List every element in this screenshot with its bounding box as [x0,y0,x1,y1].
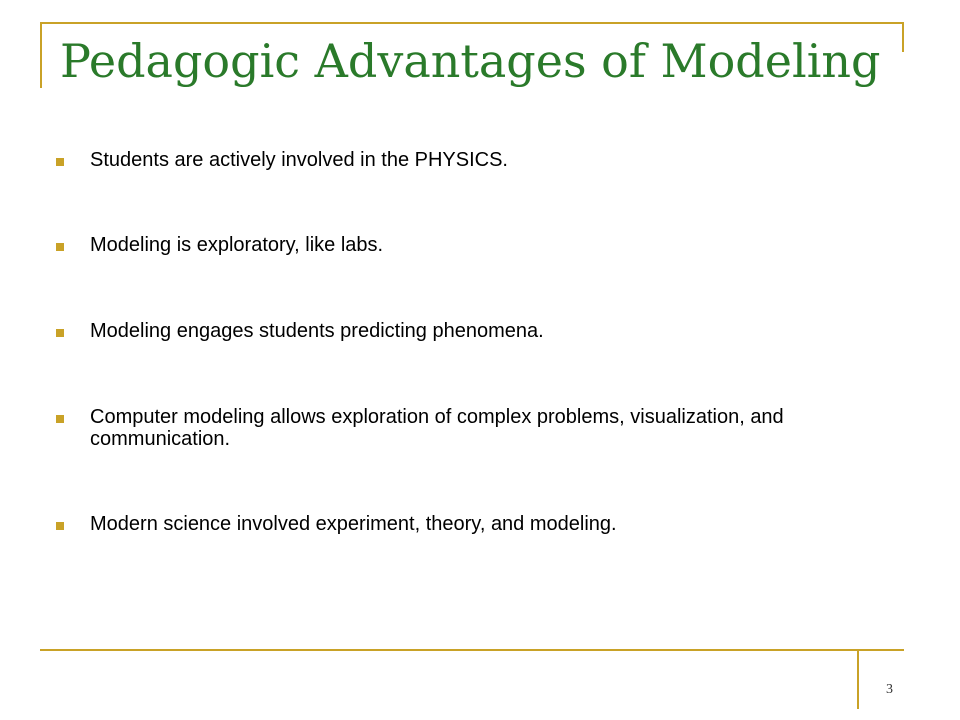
bullet-text: Modern science involved experiment, theory, and modeling. [90,513,617,535]
square-bullet-icon [56,329,64,337]
square-bullet-icon [56,522,64,530]
right-rule [902,22,904,52]
square-bullet-icon [56,243,64,251]
footer-divider [857,649,859,709]
bullet-text: Modeling is exploratory, like labs. [90,234,384,256]
square-bullet-icon [56,415,64,423]
bottom-rule [40,649,904,651]
bullet-text: Modeling engages students predicting phenomena. [90,320,544,342]
bullet-text: Computer modeling allows exploration of complex problems, visualization, and communication. [90,406,784,450]
top-rule [40,22,904,24]
slide-title: Pedagogic Advantages of Modeling [60,34,881,88]
square-bullet-icon [56,158,64,166]
page-number: 3 [886,682,893,697]
left-rule [40,22,42,88]
bullet-text: Students are actively involved in the PHYSICS. [90,149,508,171]
